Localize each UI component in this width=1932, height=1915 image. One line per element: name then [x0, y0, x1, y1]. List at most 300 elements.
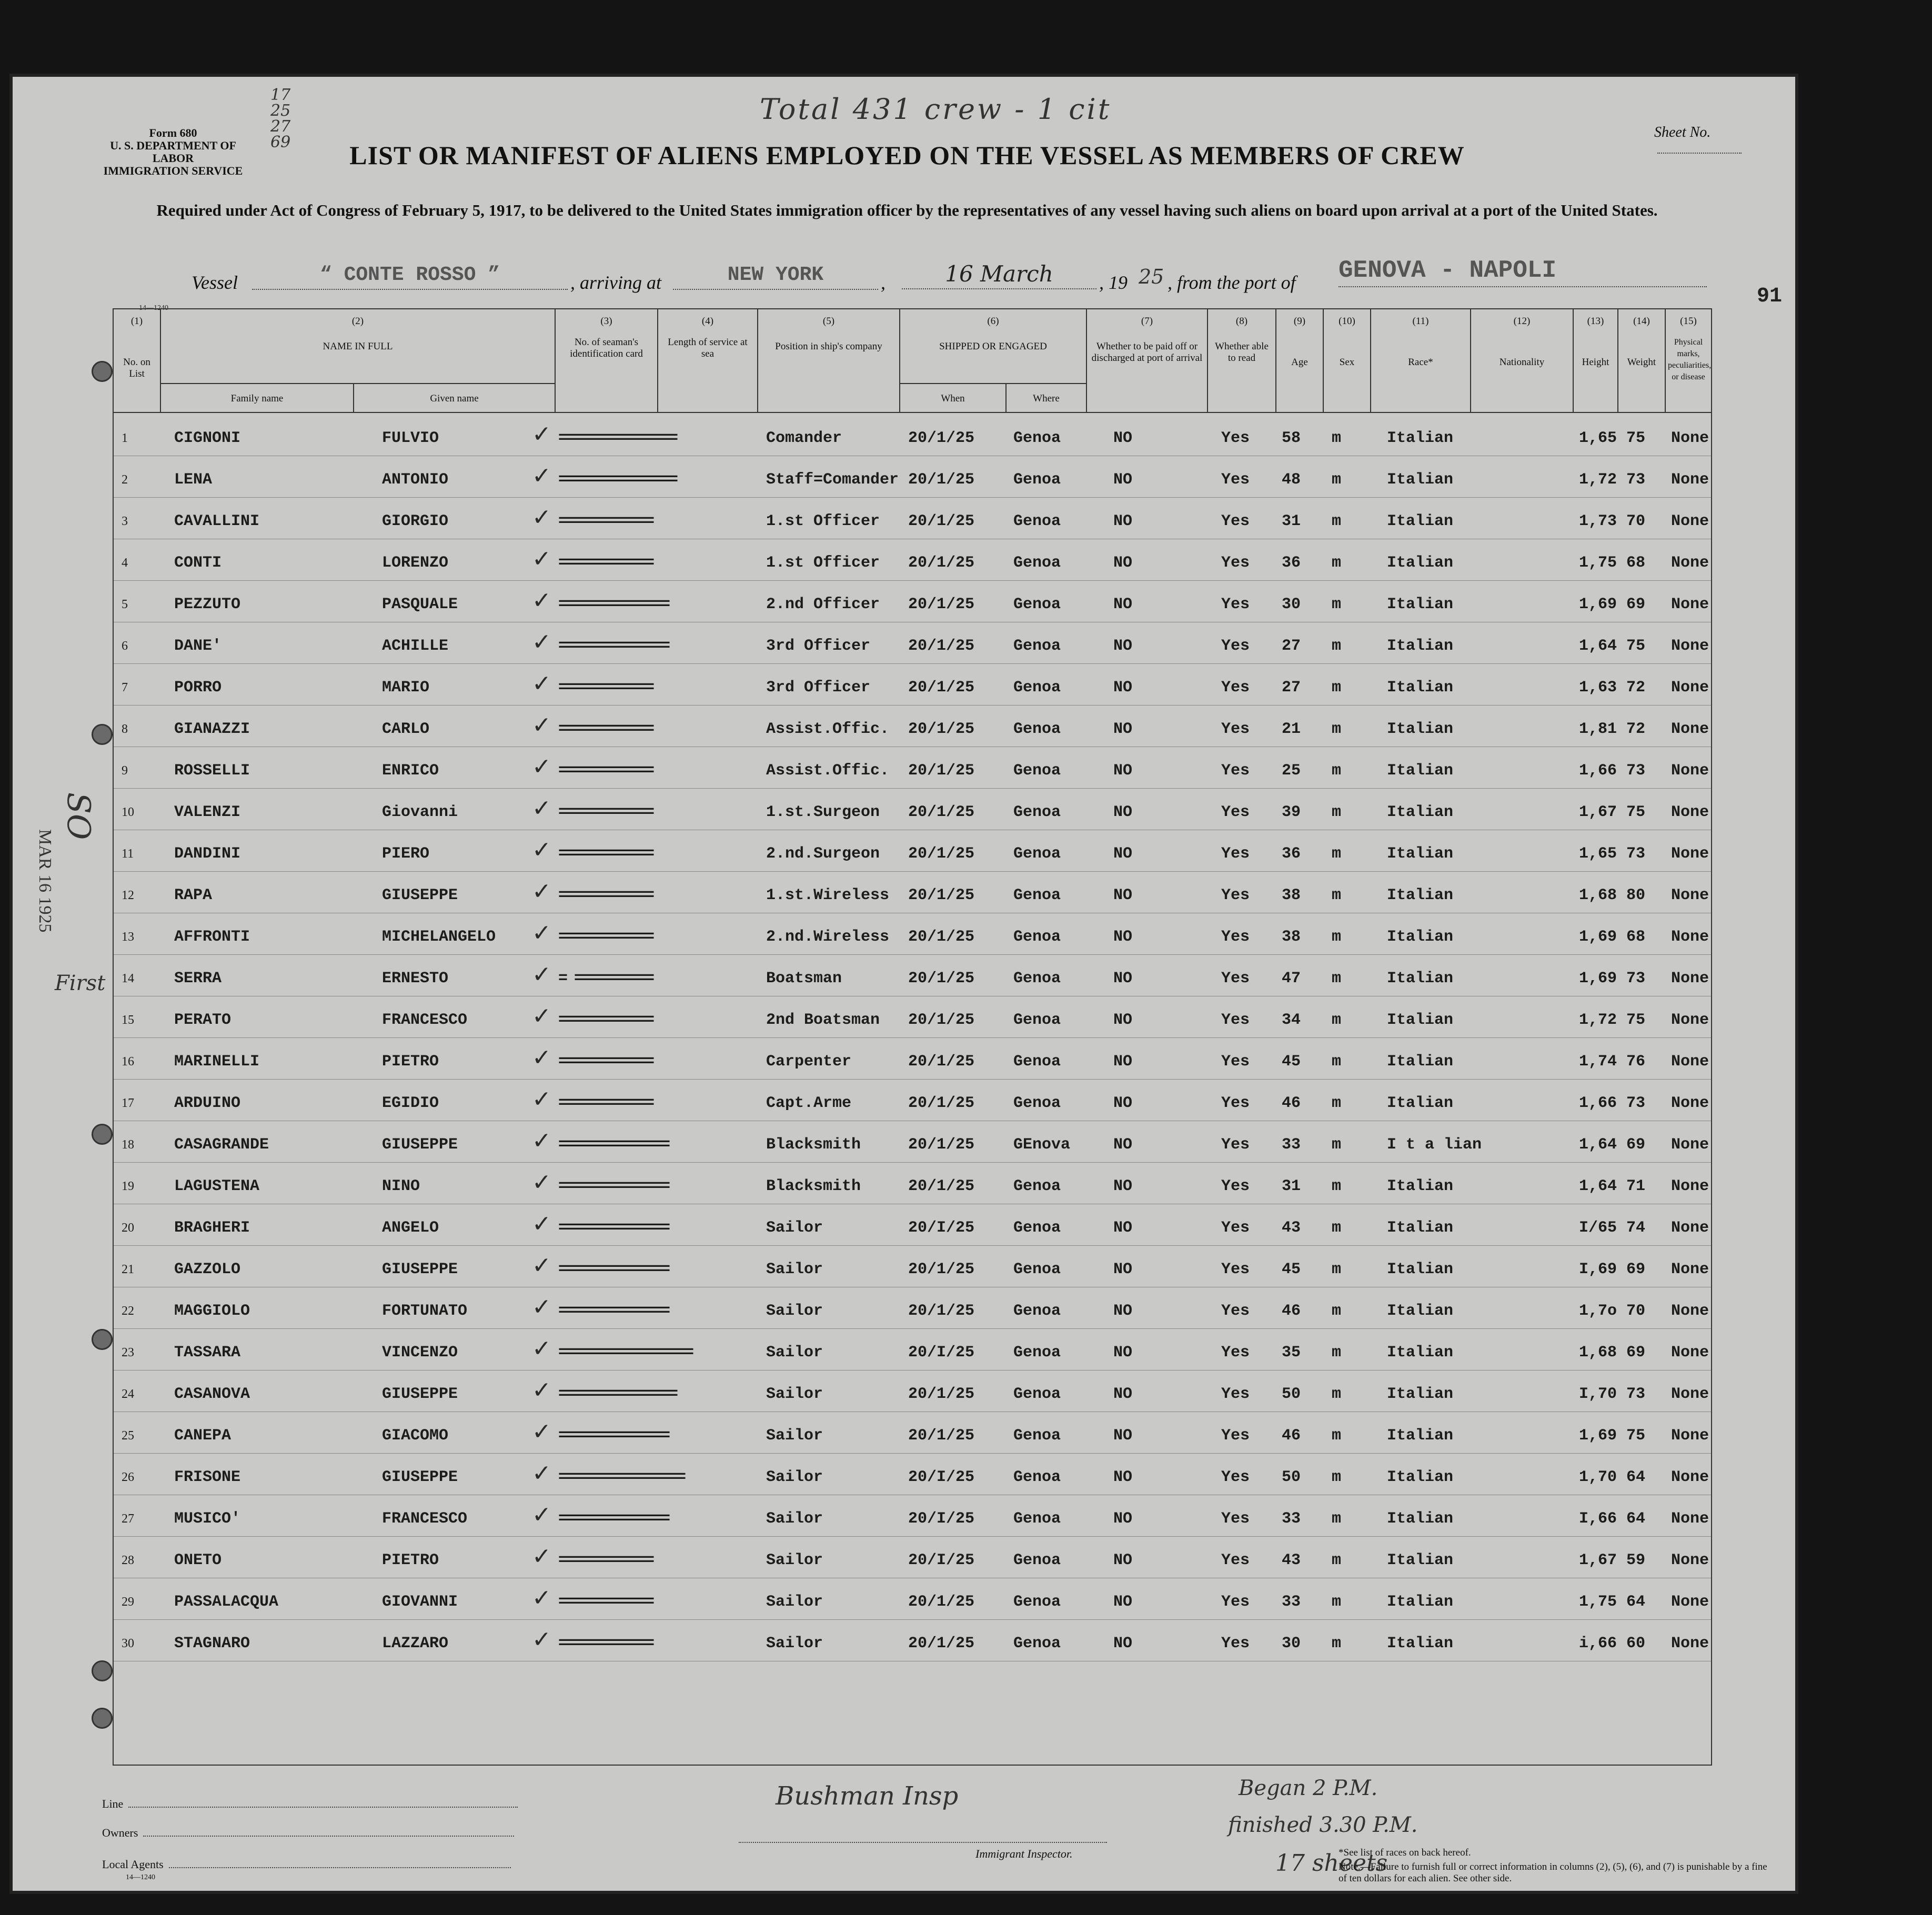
table-row [114, 1204, 1711, 1246]
cell-card: =============== [558, 1385, 677, 1403]
cell-age: 43 [1282, 1551, 1301, 1569]
cell-paid: NO [1113, 1385, 1133, 1403]
cell-given: ANTONIO [382, 471, 449, 489]
vessel-label: Vessel [192, 272, 238, 293]
col-header-where: Where [1005, 383, 1087, 413]
cell-sex: m [1332, 1593, 1342, 1611]
cell-given: CARLO [382, 720, 430, 738]
check-mark-icon: ✓ [532, 1252, 551, 1279]
cell-no: 2 [122, 473, 128, 487]
inspector-signature: Bushman Insp [776, 1781, 959, 1811]
sheet-no-label: Sheet No. [1654, 124, 1795, 158]
col-header-height: (13) Height [1574, 309, 1618, 412]
table-row [114, 498, 1711, 539]
cell-card: ============== [558, 1510, 669, 1528]
cell-family: LENA [174, 471, 213, 489]
cell-where: Genoa [1013, 1427, 1061, 1445]
cell-paid: NO [1113, 1510, 1133, 1528]
cell-weight: 73 [1626, 1094, 1646, 1112]
check-mark-icon: ✓ [532, 1086, 551, 1113]
cell-family: BRAGHERI [174, 1219, 250, 1237]
table-row [114, 1163, 1711, 1204]
cell-sex: m [1332, 596, 1342, 613]
cell-sex: m [1332, 845, 1342, 863]
cell-read: Yes [1221, 679, 1250, 697]
cell-family: SERRA [174, 970, 222, 987]
cell-sex: m [1332, 928, 1342, 946]
cell-sex: m [1332, 1219, 1342, 1237]
cell-race: Italian [1387, 1344, 1454, 1362]
cell-card: ============== [558, 1302, 669, 1320]
cell-family: PORRO [174, 679, 222, 697]
cell-marks: None [1671, 845, 1709, 863]
cell-age: 33 [1282, 1510, 1301, 1528]
cell-family: FRISONE [174, 1468, 241, 1486]
cell-position: Sailor [766, 1219, 823, 1237]
cell-sex: m [1332, 1551, 1342, 1569]
cell-given: GIUSEPPE [382, 1261, 458, 1278]
col-header-card: (3) No. of seaman's identification card [556, 309, 658, 412]
cell-paid: NO [1113, 429, 1133, 447]
cell-height: 1,75 [1579, 554, 1617, 572]
cell-height: 1,67 [1579, 1551, 1617, 1569]
cell-age: 36 [1282, 845, 1301, 863]
cell-card: ============ [558, 1635, 653, 1652]
cell-where: Genoa [1013, 803, 1061, 821]
cell-height: I,69 [1579, 1261, 1617, 1278]
cell-card: ============ [558, 762, 653, 780]
cell-when: 20/1/25 [908, 1094, 975, 1112]
cell-card: ============ [558, 1053, 653, 1071]
cell-marks: None [1671, 970, 1709, 987]
cell-paid: NO [1113, 803, 1133, 821]
cell-no: 18 [122, 1138, 134, 1152]
cell-sex: m [1332, 679, 1342, 697]
col-header-service: (4) Length of service at sea [658, 309, 758, 412]
cell-position: Boatsman [766, 970, 842, 987]
cell-race: Italian [1387, 1593, 1454, 1611]
check-mark-icon: ✓ [532, 1335, 551, 1362]
cell-position: Assist.Offic. [766, 720, 890, 738]
cell-sex: m [1332, 1510, 1342, 1528]
cell-paid: NO [1113, 471, 1133, 489]
cell-where: Genoa [1013, 679, 1061, 697]
cell-marks: None [1671, 429, 1709, 447]
cell-height: 1,69 [1579, 1427, 1617, 1445]
cell-card: ============ [558, 886, 653, 904]
check-mark-icon: ✓ [532, 1585, 551, 1611]
cell-card: ============ [558, 1593, 653, 1611]
cell-position: Sailor [766, 1510, 823, 1528]
cell-family: RAPA [174, 886, 213, 904]
cell-marks: None [1671, 471, 1709, 489]
cell-card: ============ [558, 720, 653, 738]
cell-marks: None [1671, 1427, 1709, 1445]
check-mark-icon: ✓ [532, 1626, 551, 1653]
cell-position: 2nd Boatsman [766, 1011, 880, 1029]
cell-card: ================= [558, 1344, 693, 1362]
cell-where: Genoa [1013, 512, 1061, 530]
cell-marks: None [1671, 928, 1709, 946]
table-row [114, 622, 1711, 664]
check-mark-icon: ✓ [532, 1127, 551, 1154]
cell-sex: m [1332, 1635, 1342, 1652]
vessel-name: “ CONTE ROSSO ” [252, 264, 568, 290]
cell-family: MARINELLI [174, 1053, 260, 1071]
port-of-departure: GENOVA - NAPOLI [1339, 257, 1707, 287]
cell-paid: NO [1113, 679, 1133, 697]
cell-race: Italian [1387, 512, 1454, 530]
cell-read: Yes [1221, 1593, 1250, 1611]
cell-paid: NO [1113, 596, 1133, 613]
cell-card: = ========== [558, 970, 653, 987]
cell-read: Yes [1221, 970, 1250, 987]
cell-paid: NO [1113, 1427, 1133, 1445]
finished-note: finished 3.30 P.M. [1228, 1813, 1418, 1837]
cell-given: ANGELO [382, 1219, 439, 1237]
cell-given: GIORGIO [382, 512, 449, 530]
cell-race: Italian [1387, 845, 1454, 863]
cell-where: Genoa [1013, 928, 1061, 946]
cell-position: Blacksmith [766, 1136, 861, 1154]
cell-height: 1,7o [1579, 1302, 1617, 1320]
cell-sex: m [1332, 803, 1342, 821]
cell-family: GAZZOLO [174, 1261, 241, 1278]
cell-age: 33 [1282, 1593, 1301, 1611]
cell-race: Italian [1387, 1094, 1454, 1112]
check-mark-icon: ✓ [532, 629, 551, 656]
cell-card: ============== [558, 1427, 669, 1445]
cell-age: 31 [1282, 1177, 1301, 1195]
cell-height: 1,64 [1579, 1177, 1617, 1195]
year-prefix: , 19 [1099, 272, 1128, 293]
cell-age: 30 [1282, 596, 1301, 613]
cell-weight: 60 [1626, 1635, 1646, 1652]
cell-when: 20/1/25 [908, 596, 975, 613]
footer-agents-label: Local Agents [102, 1858, 511, 1871]
cell-card: ============== [558, 1136, 669, 1154]
cell-race: Italian [1387, 554, 1454, 572]
page-title: LIST OR MANIFEST OF ALIENS EMPLOYED ON THE VESSEL AS MEMBERS OF CREW [349, 140, 1465, 170]
cell-card: ============== [558, 1177, 669, 1195]
cell-paid: NO [1113, 1635, 1133, 1652]
cell-given: PIETRO [382, 1053, 439, 1071]
cell-where: GEnova [1013, 1136, 1071, 1154]
cell-age: 58 [1282, 429, 1301, 447]
cell-weight: 68 [1626, 928, 1646, 946]
cell-height: I,70 [1579, 1385, 1617, 1403]
cell-position: 1.st.Surgeon [766, 803, 880, 821]
cell-paid: NO [1113, 637, 1133, 655]
cell-no: 20 [122, 1221, 134, 1235]
check-mark-icon: ✓ [532, 1294, 551, 1321]
cell-marks: None [1671, 596, 1709, 613]
cell-sex: m [1332, 554, 1342, 572]
cell-position: Sailor [766, 1261, 823, 1278]
check-mark-icon: ✓ [532, 1501, 551, 1528]
cell-height: 1,66 [1579, 762, 1617, 780]
cell-paid: NO [1113, 762, 1133, 780]
date-stamp: MAR 16 1925 [35, 829, 55, 933]
check-mark-icon: ✓ [532, 1169, 551, 1196]
cell-paid: NO [1113, 720, 1133, 738]
cell-given: LAZZARO [382, 1635, 449, 1652]
cell-family: CANEPA [174, 1427, 232, 1445]
cell-race: Italian [1387, 1385, 1454, 1403]
cell-sex: m [1332, 720, 1342, 738]
table-row [114, 1370, 1711, 1412]
margin-first-note: First [55, 971, 106, 995]
cell-no: 23 [122, 1346, 134, 1359]
table-row [114, 581, 1711, 622]
cell-given: GIOVANNI [382, 1593, 458, 1611]
cell-paid: NO [1113, 928, 1133, 946]
cell-no: 8 [122, 722, 128, 736]
col-header-when: When [900, 383, 1007, 413]
cell-position: Staff=Comander [766, 471, 899, 489]
cell-paid: NO [1113, 1219, 1133, 1237]
cell-family: CAVALLINI [174, 512, 260, 530]
cell-where: Genoa [1013, 1385, 1061, 1403]
cell-given: FRANCESCO [382, 1510, 468, 1528]
cell-family: PEZZUTO [174, 596, 241, 613]
cell-position: Sailor [766, 1302, 823, 1320]
cell-no: 3 [122, 515, 128, 528]
cell-when: 20/I/25 [908, 1219, 975, 1237]
cell-where: Genoa [1013, 637, 1061, 655]
cell-paid: NO [1113, 554, 1133, 572]
cell-height: 1,65 [1579, 429, 1617, 447]
cell-age: 45 [1282, 1261, 1301, 1278]
cell-height: 1,70 [1579, 1468, 1617, 1486]
check-mark-icon: ✓ [532, 421, 551, 448]
check-mark-icon: ✓ [532, 795, 551, 822]
arriving-at: NEW YORK [673, 264, 878, 290]
cell-marks: None [1671, 1510, 1709, 1528]
cell-where: Genoa [1013, 720, 1061, 738]
form-number: Form 680 [149, 126, 197, 139]
cell-where: Genoa [1013, 1011, 1061, 1029]
cell-race: Italian [1387, 1510, 1454, 1528]
table-row [114, 1495, 1711, 1537]
punch-hole [92, 1708, 113, 1729]
cell-family: MAGGIOLO [174, 1302, 250, 1320]
cell-age: 27 [1282, 637, 1301, 655]
cell-family: PERATO [174, 1011, 232, 1029]
cell-age: 35 [1282, 1344, 1301, 1362]
cell-when: 20/1/25 [908, 762, 975, 780]
penalty-note: Note.—Failure to furnish full or correct information in columns (2), (5), (6), and (7) is punishable by a fine of ten dollars for each alien. See other side. [1339, 1861, 1767, 1884]
cell-position: Assist.Offic. [766, 762, 890, 780]
cell-when: 20/1/25 [908, 637, 975, 655]
cell-race: Italian [1387, 1635, 1454, 1652]
cell-weight: 75 [1626, 1011, 1646, 1029]
cell-family: CASANOVA [174, 1385, 250, 1403]
margin-tally: 17 25 27 69 [270, 86, 291, 152]
cell-height: 1,68 [1579, 886, 1617, 904]
cell-age: 47 [1282, 970, 1301, 987]
cell-sex: m [1332, 1385, 1342, 1403]
cell-sex: m [1332, 886, 1342, 904]
table-row [114, 872, 1711, 913]
cell-no: 10 [122, 805, 134, 819]
check-mark-icon: ✓ [532, 546, 551, 572]
service: IMMIGRATION SERVICE [103, 164, 243, 177]
col-header-paid-off: (7) Whether to be paid off or discharged at port of arrival [1087, 309, 1208, 412]
cell-family: DANE' [174, 637, 222, 655]
check-mark-icon: ✓ [532, 1211, 551, 1237]
table-row [114, 1620, 1711, 1661]
cell-given: PASQUALE [382, 596, 458, 613]
cell-sex: m [1332, 1468, 1342, 1486]
cell-age: 25 [1282, 762, 1301, 780]
cell-card: ============== [558, 1261, 669, 1278]
cell-race: Italian [1387, 803, 1454, 821]
cell-family: ARDUINO [174, 1094, 241, 1112]
cell-read: Yes [1221, 845, 1250, 863]
cell-age: 48 [1282, 471, 1301, 489]
cell-position: 2.nd.Wireless [766, 928, 890, 946]
cell-no: 7 [122, 681, 128, 694]
table-row [114, 664, 1711, 705]
page-number: 91 [1757, 285, 1783, 308]
cell-where: Genoa [1013, 1219, 1061, 1237]
cell-marks: None [1671, 1385, 1709, 1403]
cell-race: Italian [1387, 1551, 1454, 1569]
cell-height: 1,63 [1579, 679, 1617, 697]
cell-weight: 70 [1626, 512, 1646, 530]
cell-when: 20/1/25 [908, 1136, 975, 1154]
punch-hole [92, 1660, 113, 1681]
cell-where: Genoa [1013, 1635, 1061, 1652]
cell-when: 20/1/25 [908, 970, 975, 987]
cell-no: 11 [122, 847, 134, 861]
cell-marks: None [1671, 886, 1709, 904]
cell-weight: 69 [1626, 1344, 1646, 1362]
cell-position: 1.st Officer [766, 512, 880, 530]
cell-race: Italian [1387, 471, 1454, 489]
cell-read: Yes [1221, 720, 1250, 738]
from-label: , from the port of [1168, 272, 1296, 293]
cell-when: 20/1/25 [908, 845, 975, 863]
cell-position: Carpenter [766, 1053, 852, 1071]
began-note: Began 2 P.M. [1239, 1776, 1378, 1800]
check-mark-icon: ✓ [532, 587, 551, 614]
cell-age: 38 [1282, 886, 1301, 904]
cell-when: 20/1/25 [908, 1053, 975, 1071]
arrival-date: 16 March [902, 261, 1096, 289]
cell-position: Sailor [766, 1427, 823, 1445]
cell-no: 19 [122, 1180, 134, 1193]
cell-weight: 75 [1626, 803, 1646, 821]
margin-mark: SO [60, 792, 97, 840]
cell-no: 14 [122, 972, 134, 985]
arrival-year: 25 [1139, 265, 1164, 288]
cell-height: 1,66 [1579, 1094, 1617, 1112]
cell-no: 24 [122, 1387, 134, 1401]
cell-given: LORENZO [382, 554, 449, 572]
cell-card: =============== [558, 471, 677, 489]
cell-family: AFFRONTI [174, 928, 250, 946]
cell-age: 46 [1282, 1094, 1301, 1112]
cell-read: Yes [1221, 886, 1250, 904]
cell-where: Genoa [1013, 1177, 1061, 1195]
cell-race: Italian [1387, 637, 1454, 655]
cell-weight: 73 [1626, 970, 1646, 987]
check-mark-icon: ✓ [532, 753, 551, 780]
cell-where: Genoa [1013, 1094, 1061, 1112]
cell-given: GIUSEPPE [382, 1468, 458, 1486]
cell-read: Yes [1221, 471, 1250, 489]
cell-weight: 72 [1626, 720, 1646, 738]
cell-card: ============== [558, 596, 669, 613]
cell-when: 20/1/25 [908, 1593, 975, 1611]
cell-position: Sailor [766, 1593, 823, 1611]
punch-hole [92, 1124, 113, 1145]
punch-hole [92, 1329, 113, 1350]
cell-weight: 75 [1626, 1427, 1646, 1445]
cell-no: 13 [122, 930, 134, 944]
cell-weight: 64 [1626, 1468, 1646, 1486]
cell-no: 6 [122, 639, 128, 653]
cell-read: Yes [1221, 1136, 1250, 1154]
cell-given: GIUSEPPE [382, 886, 458, 904]
cell-card: ============ [558, 679, 653, 697]
cell-age: 50 [1282, 1385, 1301, 1403]
col-header-shipped: (6) SHIPPED OR ENGAGED [900, 309, 1087, 412]
cell-marks: None [1671, 762, 1709, 780]
col-header-marks: (15) Physical marks, peculiarities, or disease [1668, 316, 1712, 381]
cell-weight: 73 [1626, 845, 1646, 863]
cell-no: 4 [122, 556, 128, 570]
cell-when: 20/1/25 [908, 1385, 975, 1403]
cell-sex: m [1332, 1136, 1342, 1154]
cell-sex: m [1332, 1427, 1342, 1445]
cell-age: 31 [1282, 512, 1301, 530]
cell-when: 20/1/25 [908, 720, 975, 738]
cell-family: ROSSELLI [174, 762, 250, 780]
cell-when: 20/1/25 [908, 1635, 975, 1652]
cell-when: 20/1/25 [908, 1427, 975, 1445]
cell-card: ============== [558, 1219, 669, 1237]
cell-read: Yes [1221, 1510, 1250, 1528]
cell-race: Italian [1387, 1219, 1454, 1237]
cell-height: 1,73 [1579, 512, 1617, 530]
cell-race: Italian [1387, 886, 1454, 904]
cell-read: Yes [1221, 1053, 1250, 1071]
cell-where: Genoa [1013, 1551, 1061, 1569]
cell-position: 1.st Officer [766, 554, 880, 572]
cell-sex: m [1332, 637, 1342, 655]
cell-weight: 80 [1626, 886, 1646, 904]
cell-family: GIANAZZI [174, 720, 250, 738]
cell-card: ============ [558, 512, 653, 530]
check-mark-icon: ✓ [532, 1460, 551, 1487]
cell-race: Italian [1387, 720, 1454, 738]
cell-age: 46 [1282, 1427, 1301, 1445]
cell-height: 1,69 [1579, 970, 1617, 987]
cell-given: Giovanni [382, 803, 458, 821]
cell-marks: None [1671, 1593, 1709, 1611]
cell-given: FORTUNATO [382, 1302, 468, 1320]
cell-sex: m [1332, 762, 1342, 780]
cell-race: Italian [1387, 429, 1454, 447]
races-note: *See list of races on back hereof. [1339, 1847, 1471, 1858]
cell-given: ENRICO [382, 762, 439, 780]
cell-height: 1,74 [1579, 1053, 1617, 1071]
cell-marks: None [1671, 1011, 1709, 1029]
cell-when: 20/1/25 [908, 886, 975, 904]
